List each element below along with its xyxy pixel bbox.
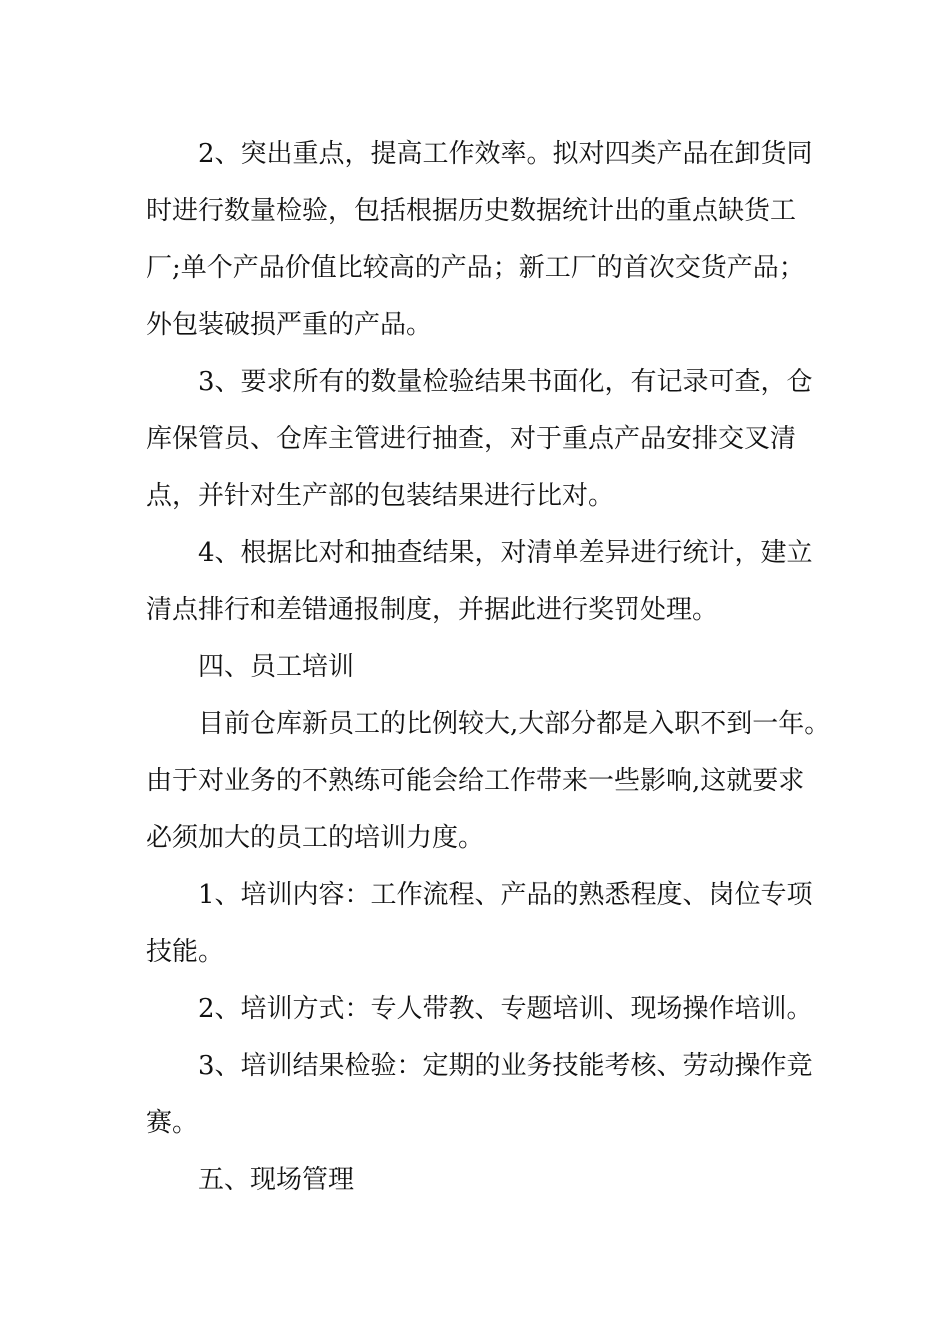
- text-line: 2、突出重点，提高工作效率。拟对四类产品在卸货同: [198, 139, 813, 169]
- text-line: 由于对业务的不熟练可能会给工作带来一些影响,这就要求: [146, 766, 805, 796]
- text-line: 点，并针对生产部的包装结果进行比对。: [146, 481, 615, 511]
- paragraph-written-records: [146, 354, 818, 525]
- text-line: 3、要求所有的数量检验结果书面化，有记录可查，仓: [198, 367, 813, 397]
- text-line: 时进行数量检验，包括根据历史数据统计出的重点缺货工: [146, 196, 797, 226]
- text-line: 技能。: [146, 937, 225, 967]
- paragraph-training-assessment: [146, 1038, 818, 1152]
- section-heading: 五、现场管理: [198, 1165, 355, 1195]
- text-line: 清点排行和差错通报制度，并据此进行奖罚处理。: [146, 595, 719, 625]
- text-line: 1、培训内容：工作流程、产品的熟悉程度、岗位专项: [198, 880, 813, 910]
- paragraph-statistics: [146, 525, 818, 639]
- document-body: [146, 126, 831, 1209]
- text-line: 目前仓库新员工的比例较大,大部分都是入职不到一年。: [198, 709, 831, 739]
- section-heading-staff-training: [146, 639, 818, 696]
- text-line: 4、根据比对和抽查结果，对清单差异进行统计，建立: [198, 538, 813, 568]
- text-line: 赛。: [146, 1108, 199, 1138]
- text-line: 厂;单个产品价值比较高的产品；新工厂的首次交货产品；: [146, 253, 805, 283]
- paragraph-training-content: [146, 867, 818, 981]
- section-heading-site-management: [146, 1152, 818, 1209]
- text-line: 必须加大的员工的培训力度。: [146, 823, 485, 853]
- text-line: 2、培训方式：专人带教、专题培训、现场操作培训。: [198, 994, 813, 1024]
- text-line: 库保管员、仓库主管进行抽查，对于重点产品安排交叉清: [146, 424, 797, 454]
- paragraph-key-focus: [146, 126, 818, 354]
- text-line: 3、培训结果检验：定期的业务技能考核、劳动操作竞: [198, 1051, 813, 1081]
- paragraph-training-method: [146, 981, 818, 1038]
- paragraph-new-staff: [146, 696, 831, 867]
- section-heading: 四、员工培训: [198, 652, 355, 682]
- text-line: 外包装破损严重的产品。: [146, 310, 433, 340]
